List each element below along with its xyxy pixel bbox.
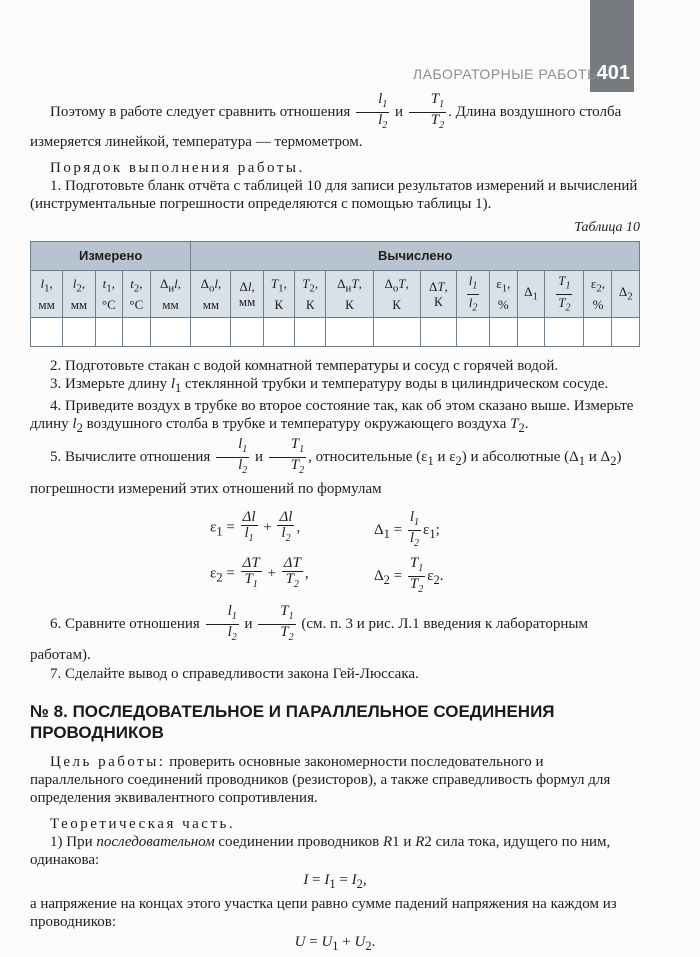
error-formulas [30, 506, 640, 602]
theory-2: а напряжение на концах этого участка цепи равно сумме падений напряжения на каждом из проводников: [30, 896, 617, 931]
intro-text-b: . Длина воздушного столба измеряется линейкой, температура — термометром. [30, 103, 622, 150]
formula-eps1: $\varepsilon_1$ = $\frac{\Delta l}{l_1}$ + $\frac{\Delta l}{l_2}$ , [210, 509, 301, 545]
col-delta-o-T: $\Delta_оT$, К [373, 271, 420, 318]
table-column-headers [31, 271, 640, 318]
formula-delta2: $\Delta_2$ = $\frac{T_1}{T_2}$ $\varepsilon_2$. [374, 555, 444, 596]
step-1: 1. Подготовьте бланк отчёта с таблицей 10 для записи результатов измерений и вычислений (инструментальные погрешности определяются с помощью таблицы 1). [30, 178, 638, 212]
col-delta-o-l: $\Delta_оl$, мм [191, 271, 231, 318]
step-6: 6. Сравните отношения $\frac{l_1}{l_2}$ и $\frac{T_1}{T_2}$ (см. п. 3 и рис. Л.1 введения к лабораторным работам). [30, 603, 588, 664]
step-7: 7. Сделайте вывод о справедливости закона Гей-Люссака. [50, 666, 419, 683]
results-table [30, 241, 640, 347]
intro-text-a: Поэтому в работе следует сравнить отношения [50, 103, 351, 120]
col-delta-i-T: $\Delta_иT$, К [326, 271, 373, 318]
running-title: ЛАБОРАТОРНЫЕ РАБОТЫ [412, 66, 600, 82]
table-group-measured: Измерено [31, 242, 191, 271]
page-content [30, 92, 640, 957]
col-eps1: $\varepsilon_1$, % [489, 271, 517, 318]
table-empty-row [31, 318, 640, 347]
step-2: 2. Подготовьте стакан с водой комнатной температуры и сосуд с горячей водой. [50, 358, 559, 375]
col-l2: $l_2$, мм [63, 271, 95, 318]
col-T1: $T_1$, К [263, 271, 294, 318]
col-T2: $T_2$, К [295, 271, 326, 318]
col-t2: $t_2$, °C [123, 271, 151, 318]
col-l1: $l_1$, мм [31, 271, 63, 318]
step-4: 4. Приведите воздух в трубке во второе состояние так, как об этом сказано выше. Измерьте длину $l_2$ воздушного столба в трубке и температуру окружающего воздуха $T_2$. [30, 398, 634, 436]
page-number: 401 [596, 62, 630, 84]
col-ratio-l: $\frac{l_1}{l_2}$ [457, 271, 490, 318]
col-delta1: $\Delta_1$ [517, 271, 544, 318]
table-caption: Таблица 10 [574, 220, 640, 235]
step-5: 5. Вычислите отношения $\frac{l_1}{l_2}$ и $\frac{T_1}{T_2}$ , относительные ($\varepsilon_1$ и $\varepsilon_2$) и абсолютные ($\Delta_1$ и $\Delta_2$) погрешности измерений этих отношений по формулам [30, 436, 622, 498]
ratio-t1-t2: $\frac{T_1}{T_2}$ [409, 92, 446, 133]
table-group-calculated: Вычислено [191, 242, 640, 271]
col-delta2: $\Delta_2$ [612, 271, 640, 318]
col-eps2: $\varepsilon_2$, % [584, 271, 612, 318]
formula-eps2: $\varepsilon_2$ = $\frac{\Delta T}{T_1}$ + $\frac{\Delta T}{T_2}$ , [210, 555, 309, 591]
step-3: 3. Измерьте длину $l_1$ стеклянной трубки и температуру воды в цилиндрическом сосуде. [50, 376, 609, 396]
theory-1: 1) При последовательном соединении проводников R1 и R2 сила тока, идущего по ним, одинакова: [30, 834, 611, 869]
goal-paragraph: Цель работы: проверить основные закономерности последовательного и параллельного соединений проводников (резисторов), а также справедливость формул для определения эквивалентного сопротивления. [30, 754, 611, 807]
col-t1: $t_1$, °C [95, 271, 123, 318]
theory-heading: Теоретическая часть. [50, 816, 236, 833]
section-title: № 8. ПОСЛЕДОВАТЕЛЬНОЕ И ПАРАЛЛЕЛЬНОЕ СОЕДИНЕНИЯ ПРОВОДНИКОВ [30, 702, 555, 743]
formula-voltage: $U = U_1 + U_2$. [294, 934, 376, 954]
intro-and: и [394, 103, 404, 120]
formula-delta1: $\Delta_1$ = $\frac{l_1}{l_2}$ $\varepsilon_1$; [374, 509, 440, 550]
ratio-l1-l2: $\frac{l_1}{l_2}$ [356, 92, 389, 133]
col-delta-i-l: $\Delta_иl$, мм [150, 271, 191, 318]
col-ratio-T: $\frac{T_1}{T_2}$ [545, 271, 584, 318]
col-delta-T: ΔT, К [420, 271, 457, 318]
formula-current: $I = I_1 = I_2$, [303, 872, 367, 892]
intro-paragraph [30, 92, 640, 151]
procedure-heading: Порядок выполнения работы. [50, 160, 305, 176]
col-delta-l: Δl, мм [231, 271, 263, 318]
